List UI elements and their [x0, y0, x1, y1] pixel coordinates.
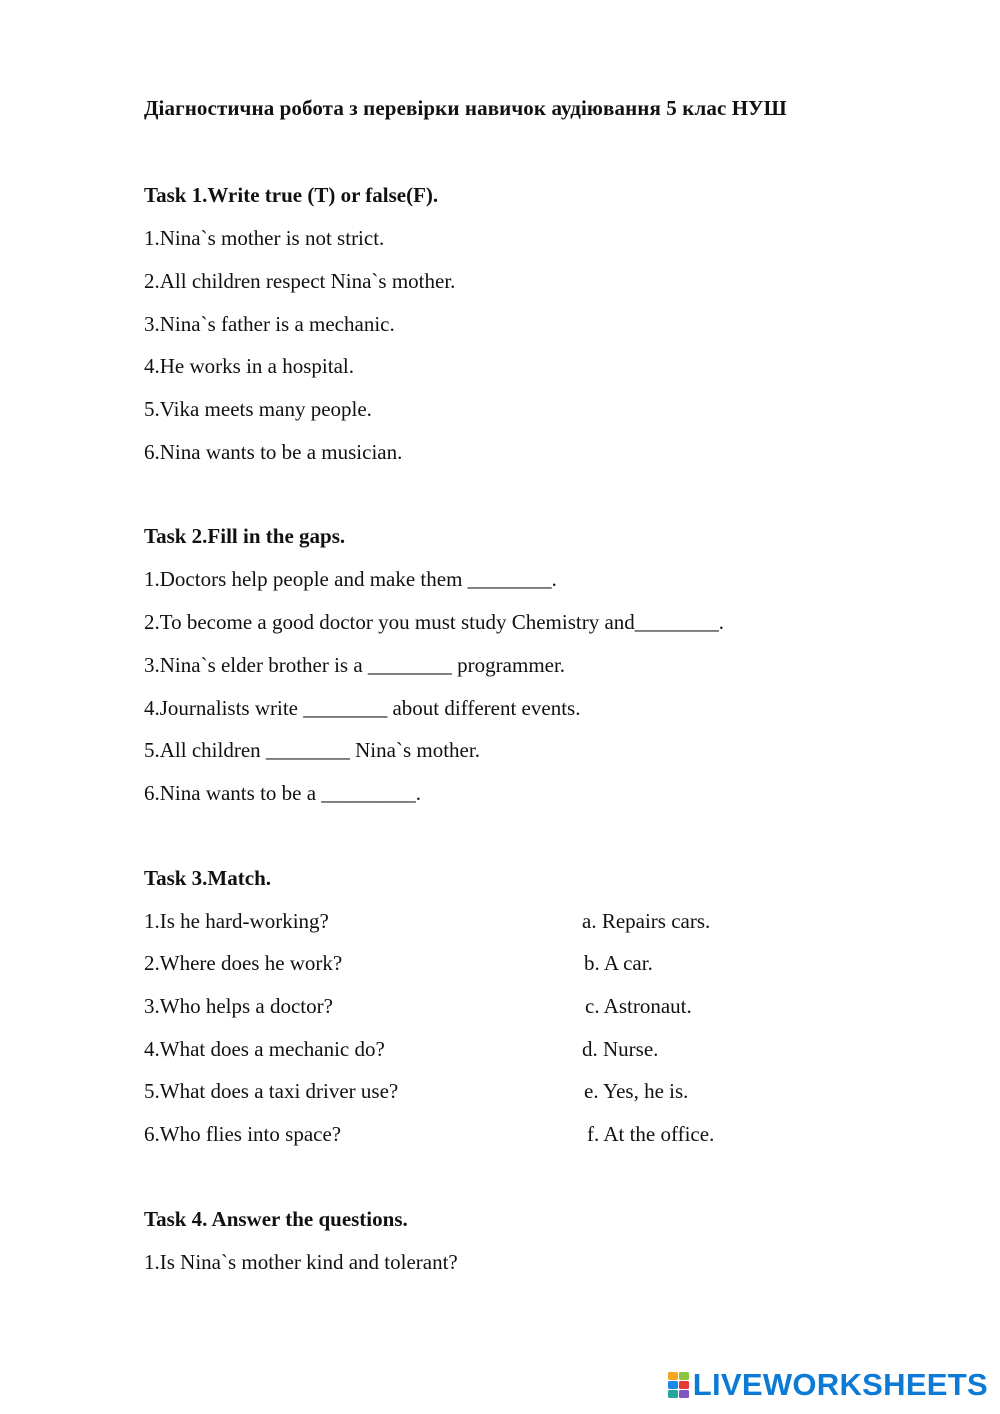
task-2-heading: Task 2.Fill in the gaps.	[144, 524, 346, 548]
task-3-answer-c: c. Astronaut.	[585, 994, 692, 1018]
task-3-question-4: 4.What does a mechanic do?	[144, 1037, 385, 1061]
task-3-question-1: 1.Is he hard-working?	[144, 909, 329, 933]
task-3-answer-e: e. Yes, he is.	[584, 1079, 689, 1103]
task-3-answer-d: d. Nurse.	[582, 1037, 659, 1061]
task-2-item-4: 4.Journalists write ________ about different events.	[144, 696, 581, 720]
task-3-answer-b: b. A car.	[584, 951, 653, 975]
task-1-item-1: 1.Nina`s mother is not strict.	[144, 226, 385, 250]
task-3-question-5: 5.What does a taxi driver use?	[144, 1079, 399, 1103]
task-4-heading: Task 4. Answer the questions.	[144, 1207, 408, 1231]
liveworksheets-logo-icon	[668, 1372, 690, 1398]
task-2-item-1: 1.Doctors help people and make them ________.	[144, 567, 557, 591]
task-2-item-3: 3.Nina`s elder brother is a ________ programmer.	[144, 653, 566, 677]
task-2-item-2: 2.To become a good doctor you must study Chemistry and________.	[144, 610, 725, 634]
task-1-item-3: 3.Nina`s father is a mechanic.	[144, 312, 395, 336]
page-title: Діагностична робота з перевірки навичок аудіювання 5 клас НУШ	[144, 96, 787, 120]
task-1-item-2: 2.All children respect Nina`s mother.	[144, 269, 456, 293]
task-1-item-5: 5.Vika meets many people.	[144, 397, 372, 421]
task-3-answer-f: f. At the office.	[587, 1122, 715, 1146]
task-1-item-4: 4.He works in a hospital.	[144, 354, 354, 378]
task-4-item-1: 1.Is Nina`s mother kind and tolerant?	[144, 1250, 458, 1274]
task-3-question-6: 6.Who flies into space?	[144, 1122, 342, 1146]
task-2-item-6: 6.Nina wants to be a _________.	[144, 781, 422, 805]
task-1-heading: Task 1.Write true (T) or false(F).	[144, 183, 439, 207]
task-2-item-5: 5.All children ________ Nina`s mother.	[144, 738, 480, 762]
liveworksheets-logo-text: LIVEWORKSHEETS	[692, 1367, 988, 1402]
task-1-item-6: 6.Nina wants to be a musician.	[144, 440, 403, 464]
task-3-answer-a: a. Repairs cars.	[582, 909, 711, 933]
task-3-heading: Task 3.Match.	[144, 866, 271, 890]
liveworksheets-logo	[668, 1369, 988, 1400]
task-3-question-3: 3.Who helps a doctor?	[144, 994, 333, 1018]
task-3-question-2: 2.Where does he work?	[144, 951, 343, 975]
